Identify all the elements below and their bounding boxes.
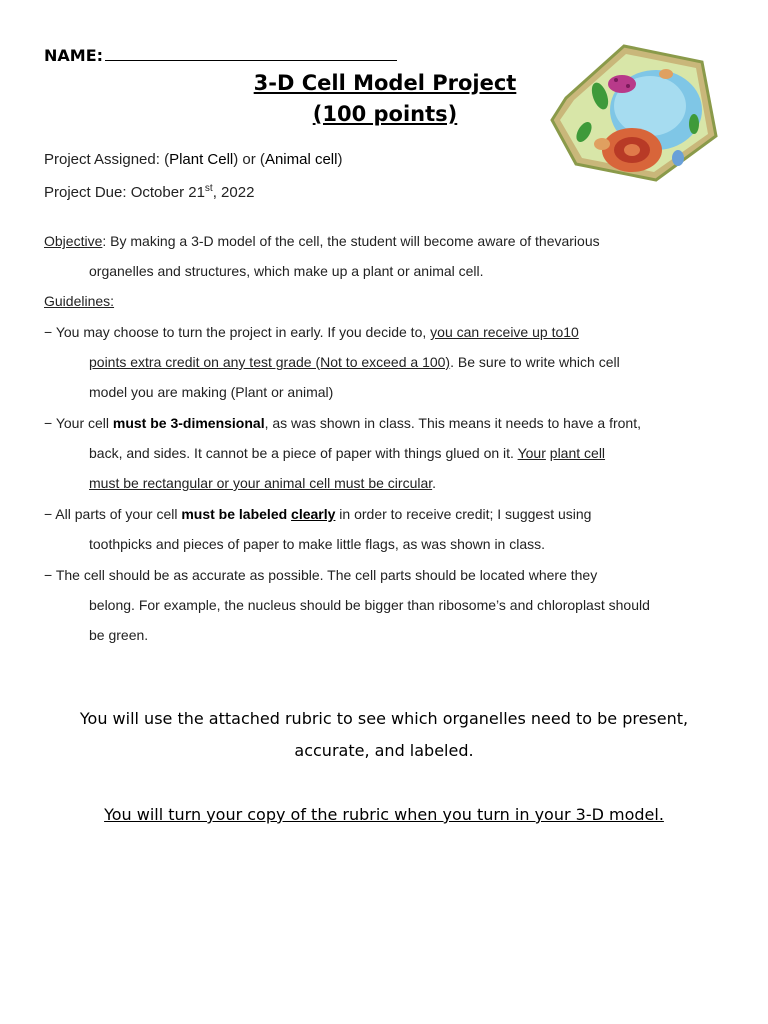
name-label: NAME: <box>44 46 104 65</box>
guideline-3-line-2: toothpicks and pieces of paper to make little flags, as was shown in class. <box>89 536 546 552</box>
guideline-1-line-3: model you are making (Plant or animal) <box>89 384 334 400</box>
turn-in-note: You will turn your copy of the rubric when you turn in your 3-D model. <box>104 805 664 824</box>
guideline-2-line-3: must be rectangular or your animal cell must be circular. <box>89 475 437 491</box>
rubric-note-line-1: You will use the attached rubric to see which organelles need to be present, <box>79 709 689 728</box>
name-field[interactable] <box>44 46 397 65</box>
objective-line-2: organelles and structures, which make up a plant or animal cell. <box>89 263 484 279</box>
project-assigned: Project Assigned: (Plant Cell) or (Animal cell) <box>44 151 343 168</box>
rubric-note-line-2: accurate, and labeled. <box>294 741 474 760</box>
guideline-1-line-1: − You may choose to turn the project in early. If you decide to, you can receive up to10 <box>44 324 579 340</box>
objective-label: Objective <box>44 233 103 249</box>
plant-cell-option: Plant Cell <box>169 151 234 168</box>
guideline-1-line-2: points extra credit on any test grade (Not to exceed a 100). Be sure to write which cell <box>89 354 620 370</box>
name-blank-line[interactable] <box>105 46 397 61</box>
page-subtitle-points: (100 points) <box>312 102 458 126</box>
guideline-3-line-1: − All parts of your cell must be labeled clearly in order to receive credit; I suggest using <box>44 506 592 522</box>
animal-cell-option: Animal cell <box>264 151 338 168</box>
plant-cell-illustration <box>546 40 724 186</box>
page-title: 3-D Cell Model Project <box>253 71 517 95</box>
guideline-2-line-2: back, and sides. It cannot be a piece of paper with things glued on it. Your plant cell <box>89 445 606 461</box>
guideline-4-line-1: − The cell should be as accurate as possible. The cell parts should be located where they <box>44 567 598 583</box>
objective-line-1: Objective: By making a 3-D model of the cell, the student will become aware of thevarious <box>44 233 600 249</box>
guideline-4-line-3: be green. <box>89 627 149 643</box>
guideline-4-line-2: belong. For example, the nucleus should be bigger than ribosome’s and chloroplast should <box>89 597 650 613</box>
guideline-2-line-1: − Your cell must be 3-dimensional, as was shown in class. This means it needs to have a front, <box>44 415 641 431</box>
guidelines-label: Guidelines: <box>44 293 115 309</box>
project-due: Project Due: October 21st, 2022 <box>44 183 255 201</box>
